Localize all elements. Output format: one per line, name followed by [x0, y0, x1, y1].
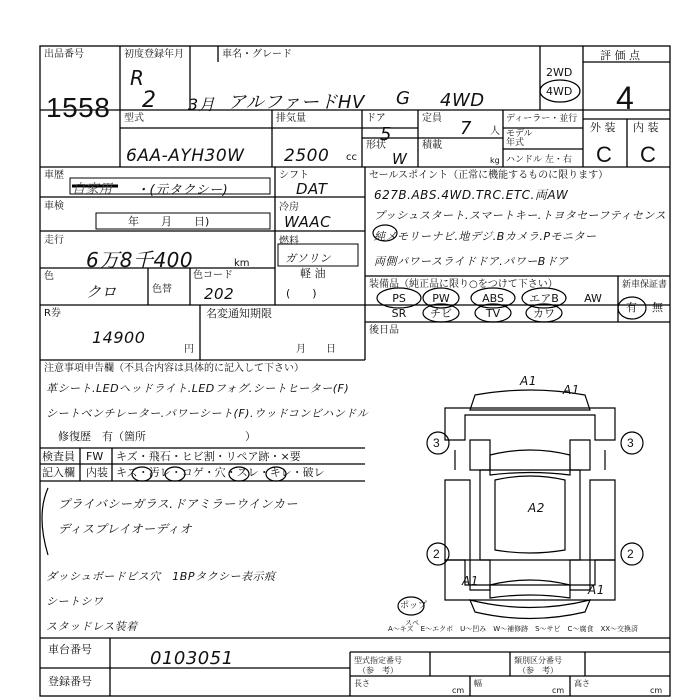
- mileage-label: 走行: [44, 235, 64, 246]
- damage-mark: 2: [627, 547, 635, 561]
- cooling-label: 冷房: [279, 202, 299, 213]
- chassis-label: 車台番号: [48, 643, 92, 656]
- color-value: クロ: [86, 283, 118, 301]
- chassis-number: 0103051: [150, 648, 234, 669]
- equip-leather: カワ: [533, 307, 555, 320]
- interior-items: キズ・汚レ・コゲ・穴・スレ・キレ・破レ: [116, 466, 325, 479]
- sales-point-line: 純メモリーナビ.地デジ.Bカメラ.Pモニター: [374, 230, 597, 243]
- first-reg-month: 3月: [188, 95, 216, 114]
- sales-point-line: プッシュスタート.スマートキー.トヨタセーフティセンス: [374, 209, 667, 222]
- dealer-label: ディーラー・並行: [506, 114, 578, 124]
- equip-aw: AW: [584, 292, 602, 305]
- inspector-note: スタッドレス装着: [46, 620, 138, 633]
- registration-label: 登録番号: [48, 675, 92, 688]
- warranty-label: 新車保証書: [622, 280, 668, 290]
- drive-type: 4WD: [440, 90, 485, 111]
- warranty-no: 無: [652, 301, 663, 314]
- damage-mark: 3: [627, 436, 635, 450]
- model-year-label: モデル: [506, 129, 533, 139]
- inspector-label: 検査員: [42, 450, 75, 463]
- width-label: 幅: [474, 679, 482, 688]
- class-number-label: 類別区分番号: [514, 656, 562, 665]
- damage-mark: A1: [462, 574, 479, 588]
- history-label: 車歴: [44, 170, 64, 181]
- height-label: 高さ: [574, 679, 590, 688]
- fuel-other: ( ): [286, 287, 317, 300]
- doors: 5: [380, 124, 392, 145]
- equipment-title: 装備品（純正品に限り○をつけて下さい）: [369, 279, 558, 290]
- capacity-label: 定員: [422, 113, 442, 124]
- interior-check-label: 内装: [86, 466, 108, 479]
- inspection-value: 年 月 日): [128, 215, 210, 228]
- equip-tv: TV: [485, 307, 501, 320]
- grade: G: [396, 88, 411, 109]
- inspector-note: ダッシュボードビス穴 1BPタクシー表示痕: [46, 570, 276, 583]
- tax-value: 月 日: [296, 344, 336, 355]
- recycle-label: R券: [44, 308, 61, 319]
- width-unit: cm: [552, 686, 565, 695]
- shift-label: シフト: [279, 170, 309, 181]
- damage-mark: 2: [433, 547, 441, 561]
- color-label: 色: [44, 271, 54, 282]
- capacity: 7: [460, 118, 472, 139]
- displacement-label: 排気量: [276, 113, 306, 124]
- model-label: 型式: [124, 113, 144, 124]
- damage-mark: A1: [520, 374, 537, 388]
- exterior-label: 外 装: [590, 121, 616, 134]
- lot-number: 1558: [46, 92, 111, 123]
- sales-point-line: 両側パワースライドドア.パワーBドア: [374, 255, 569, 268]
- exterior-grade: C: [596, 142, 613, 167]
- yen-unit: 円: [184, 344, 194, 355]
- fw-label: FW: [86, 450, 104, 463]
- fuel-label: 燃料: [279, 236, 299, 247]
- damage-mark: A1: [588, 583, 605, 597]
- length-unit: cm: [452, 686, 465, 695]
- length-label: 長さ: [354, 679, 370, 688]
- notes-line-2: シートベンチレーター.パワーシート(F).ウッドコンビハンドル: [46, 407, 369, 420]
- interior-grade: C: [640, 142, 657, 167]
- mileage-value: 6万8千400: [86, 248, 194, 272]
- doors-label: ドア: [366, 113, 386, 124]
- color-code-label: 色コード: [193, 270, 233, 281]
- displacement: 2500: [284, 146, 330, 166]
- damage-mark: A1: [563, 383, 580, 397]
- damage-mark: 3: [433, 436, 441, 450]
- model-code: 6AA-AYH30W: [126, 146, 245, 166]
- equip-airbag: エアB: [529, 292, 559, 305]
- shift-value: DAT: [296, 180, 328, 198]
- later-docs-label: 後日品: [369, 325, 399, 336]
- sales-point-line: 627B.ABS.4WD.TRC.ETC.両AW: [374, 188, 569, 202]
- 4wd-label: 4WD: [546, 85, 573, 98]
- inspector-note: シートシワ: [46, 595, 104, 608]
- damage-mark: A2: [528, 501, 545, 515]
- handle-label: ハンドル 左・右: [506, 155, 572, 165]
- type-designation-label: 型式指定番号: [354, 656, 402, 665]
- inspector-note: ディスプレイオーディオ: [58, 522, 193, 536]
- kg-unit: kg: [490, 156, 500, 165]
- model-year-label-2: 年式: [506, 138, 525, 148]
- shape: W: [392, 150, 408, 168]
- color-change-label: 色替: [152, 284, 172, 295]
- equip-child: チビ: [430, 307, 452, 320]
- pop-mark: ポップ: [400, 601, 428, 611]
- name-grade-label: 車名・グレード: [222, 49, 292, 60]
- notes-line-1: 革シート.LEDヘッドライト.LEDフォグ.シートヒーター(F): [46, 382, 350, 395]
- equip-ps: PS: [392, 292, 406, 305]
- first-reg-era: R: [130, 66, 145, 90]
- inspector-entry-label: 記入欄: [42, 466, 75, 479]
- fw-items: キズ・飛石・ヒビ割・リペア跡・×要: [116, 450, 301, 463]
- history-struck: 自家用: [72, 182, 113, 197]
- height-unit: cm: [650, 686, 663, 695]
- score: 4: [616, 80, 635, 116]
- cc-unit: cc: [346, 152, 357, 163]
- car-name: アルファードHV: [228, 92, 365, 113]
- equip-sr: SR: [391, 307, 407, 320]
- notes-title: 注意事項申告欄（不具合内容は具体的に記入して下さい）: [44, 363, 304, 374]
- recycle-value: 14900: [92, 328, 146, 347]
- person-unit: 人: [490, 126, 500, 137]
- fuel-gasoline: ガソリン: [285, 252, 331, 265]
- class-number-ref: （参 考）: [518, 666, 558, 675]
- lot-label: 出品番号: [44, 49, 84, 60]
- equip-pw: PW: [432, 292, 450, 305]
- type-designation-ref: （参 考）: [358, 666, 398, 675]
- interior-label: 内 装: [633, 121, 659, 134]
- equip-abs: ABS: [482, 292, 504, 305]
- inspector-note: プライバシーガラス.ドアミラーウインカー: [58, 497, 298, 511]
- load-label: 積載: [422, 140, 442, 151]
- pop-sub: スペ: [405, 619, 419, 627]
- color-code: 202: [204, 285, 235, 303]
- warranty-yes: 有: [626, 301, 637, 314]
- repair-history: 修復歴 有（箇所 ）: [58, 430, 256, 443]
- first-reg-year: 2: [142, 88, 157, 113]
- tax-label: 名変通知期限: [206, 307, 272, 320]
- km-unit: km: [234, 258, 250, 269]
- sales-points-title: セールスポイント（正常に機能するものに限ります）: [369, 170, 609, 181]
- damage-legend: A～キズ E～エクボ U～凹み W～補修跡 S～サビ C～腐食 XX～交換済: [388, 625, 639, 633]
- score-label: 評 価 点: [600, 49, 640, 62]
- 2wd-label: 2WD: [546, 66, 573, 79]
- inspection-label: 車検: [44, 201, 64, 212]
- first-reg-label: 初度登録年月: [124, 49, 184, 60]
- cooling-value: WAAC: [284, 213, 332, 231]
- shape-label: 形状: [366, 140, 386, 151]
- fuel-diesel: 軽 油: [300, 267, 326, 280]
- history-value: ・(元タクシー): [136, 183, 229, 198]
